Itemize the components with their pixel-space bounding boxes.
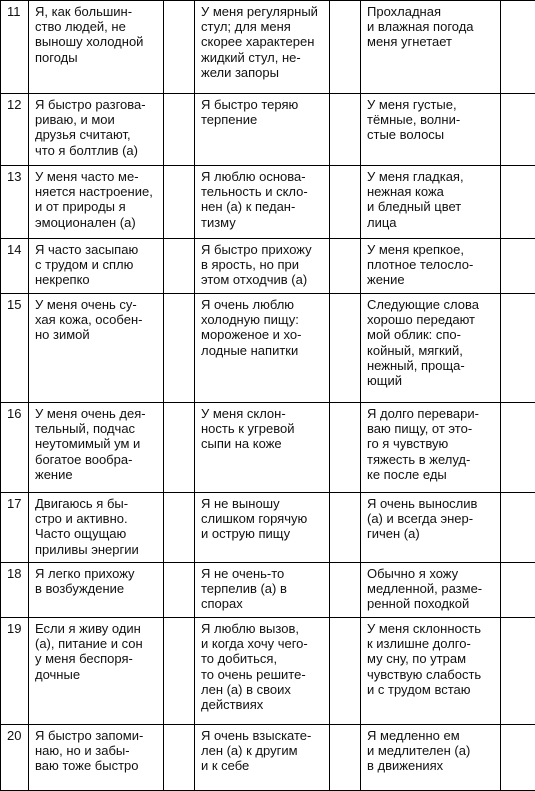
statement-line: Я очень люблю [201, 297, 324, 312]
statement-line: у меня беспоря- [35, 651, 158, 666]
statement-line: Я долго перевари- [367, 406, 495, 421]
score-cell-pitta[interactable] [330, 166, 361, 239]
row-number: 11 [1, 1, 29, 94]
statement-line: Я люблю основа- [201, 169, 324, 184]
statement-line: лен (а) к другим [201, 743, 324, 758]
statement-line: Я легко прихожу [35, 566, 158, 581]
statement-vata [29, 403, 164, 493]
statement-line: чувствую слабость [367, 667, 495, 682]
statement-line: действиях [201, 697, 324, 712]
row-number: 20 [1, 725, 29, 791]
statement-line: и бледный цвет [367, 199, 495, 214]
statement-vata [29, 94, 164, 166]
score-cell-pitta[interactable] [330, 403, 361, 493]
statement-line: Следующие слова [367, 297, 495, 312]
row-number: 15 [1, 294, 29, 403]
statement-line: Я быстро разгова- [35, 97, 158, 112]
score-cell-kapha[interactable] [501, 239, 535, 294]
statement-line: но зимой [35, 327, 158, 342]
row-number: 17 [1, 493, 29, 563]
score-cell-pitta[interactable] [330, 239, 361, 294]
score-cell-kapha[interactable] [501, 294, 535, 403]
score-cell-kapha[interactable] [501, 493, 535, 563]
row-number: 13 [1, 166, 29, 239]
statement-line: эмоционален (а) [35, 215, 158, 230]
score-cell-kapha[interactable] [501, 725, 535, 791]
table-row [1, 618, 535, 725]
statement-vata [29, 725, 164, 791]
score-cell-pitta[interactable] [330, 563, 361, 618]
score-cell-vata[interactable] [164, 94, 195, 166]
statement-line: стро и активно. [35, 511, 158, 526]
score-cell-pitta[interactable] [330, 1, 361, 94]
statement-line: стул; для меня [201, 19, 324, 34]
statement-line: нежная кожа [367, 184, 495, 199]
statement-line: койный, мягкий, [367, 343, 495, 358]
statement-line: Я часто засыпаю [35, 242, 158, 257]
statement-kapha [361, 403, 501, 493]
statement-kapha [361, 239, 501, 294]
statement-pitta [195, 618, 330, 725]
statement-line: лен (а) в своих [201, 682, 324, 697]
statement-line: медленной, разме- [367, 581, 495, 596]
statement-line: мороженое и хо- [201, 327, 324, 342]
statement-line: и от природы я [35, 199, 158, 214]
statement-line: стые волосы [367, 127, 495, 142]
statement-pitta [195, 166, 330, 239]
statement-line: терпелив (а) в [201, 581, 324, 596]
statement-line: Прохладная [367, 4, 495, 19]
table-row [1, 94, 535, 166]
statement-vata [29, 563, 164, 618]
score-cell-kapha[interactable] [501, 166, 535, 239]
table-row [1, 294, 535, 403]
statement-line: (а) и всегда энер- [367, 511, 495, 526]
statement-line: ке после еды [367, 467, 495, 482]
statement-kapha [361, 166, 501, 239]
statement-line: то добиться, [201, 651, 324, 666]
statement-line: то очень решите- [201, 667, 324, 682]
statement-line: жение [35, 467, 158, 482]
statement-line: и когда хочу чего- [201, 636, 324, 651]
statement-line: Я люблю вызов, [201, 621, 324, 636]
statement-line: ренной походкой [367, 596, 495, 611]
table-row [1, 403, 535, 493]
statement-line: богатое вообра- [35, 452, 158, 467]
statement-line: тёмные, волни- [367, 112, 495, 127]
statement-line: ваю пищу, от это- [367, 421, 495, 436]
score-cell-vata[interactable] [164, 403, 195, 493]
statement-kapha [361, 618, 501, 725]
statement-line: в ярость, но при [201, 257, 324, 272]
statement-line: риваю, и мои [35, 112, 158, 127]
statement-line: Если я живу один [35, 621, 158, 636]
table-row [1, 166, 535, 239]
score-cell-vata[interactable] [164, 618, 195, 725]
score-cell-kapha[interactable] [501, 563, 535, 618]
statement-line: Я очень вынослив [367, 496, 495, 511]
table-row [1, 493, 535, 563]
statement-line: нен (а) к педан- [201, 199, 324, 214]
statement-line: тельный, подчас [35, 421, 158, 436]
statement-pitta [195, 1, 330, 94]
statement-line: Я быстро запоми- [35, 728, 158, 743]
statement-line: и острую пищу [201, 526, 324, 541]
statement-line: слишком горячую [201, 511, 324, 526]
statement-line: нежный, проща- [367, 358, 495, 373]
statement-line: му сну, по утрам [367, 651, 495, 666]
table-row [1, 239, 535, 294]
statement-line: наю, но и забы- [35, 743, 158, 758]
table-row [1, 563, 535, 618]
row-number: 19 [1, 618, 29, 725]
statement-line: Обычно я хожу [367, 566, 495, 581]
statement-line: в движениях [367, 758, 495, 773]
statement-line: и к себе [201, 758, 324, 773]
statement-line: Я быстро прихожу [201, 242, 324, 257]
score-cell-vata[interactable] [164, 563, 195, 618]
statement-pitta [195, 725, 330, 791]
statement-kapha [361, 725, 501, 791]
row-number: 18 [1, 563, 29, 618]
statement-line: мой облик: спо- [367, 327, 495, 342]
score-cell-kapha[interactable] [501, 1, 535, 94]
statement-vata [29, 294, 164, 403]
statement-line: тяжесть в желуд- [367, 452, 495, 467]
statement-line: ство людей, не [35, 19, 158, 34]
statement-line: Я не очень-то [201, 566, 324, 581]
statement-line: лодные напитки [201, 343, 324, 358]
statement-line: тельность и скло- [201, 184, 324, 199]
statement-line: тизму [201, 215, 324, 230]
statement-line: жидкий стул, не- [201, 50, 324, 65]
statement-pitta [195, 493, 330, 563]
statement-line: У меня густые, [367, 97, 495, 112]
statement-kapha [361, 493, 501, 563]
table-row [1, 725, 535, 791]
statement-kapha [361, 563, 501, 618]
statement-line: ющий [367, 373, 495, 388]
statement-line: У меня очень дея- [35, 406, 158, 421]
statement-line: меня угнетает [367, 34, 495, 49]
statement-line: неутомимый ум и [35, 436, 158, 451]
statement-line: дочные [35, 667, 158, 682]
statement-line: выношу холодной [35, 34, 158, 49]
statement-line: спорах [201, 596, 324, 611]
statement-line: Я не выношу [201, 496, 324, 511]
statement-line: плотное телосло- [367, 257, 495, 272]
statement-line: что я болтлив (а) [35, 143, 158, 158]
statement-pitta [195, 94, 330, 166]
statement-line: скорее характерен [201, 34, 324, 49]
statement-line: няется настроение, [35, 184, 158, 199]
statement-kapha [361, 94, 501, 166]
row-number: 16 [1, 403, 29, 493]
score-cell-vata[interactable] [164, 294, 195, 403]
table-row [1, 1, 535, 94]
statement-line: (а), питание и сон [35, 636, 158, 651]
questionnaire-body [1, 1, 535, 791]
statement-kapha [361, 1, 501, 94]
score-cell-pitta[interactable] [330, 618, 361, 725]
statement-pitta [195, 239, 330, 294]
score-cell-pitta[interactable] [330, 94, 361, 166]
score-cell-pitta[interactable] [330, 294, 361, 403]
statement-vata [29, 166, 164, 239]
statement-line: ность к угревой [201, 421, 324, 436]
score-cell-pitta[interactable] [330, 725, 361, 791]
score-cell-kapha[interactable] [501, 403, 535, 493]
score-cell-vata[interactable] [164, 493, 195, 563]
statement-line: Я быстро теряю [201, 97, 324, 112]
statement-line: го я чувствую [367, 436, 495, 451]
statement-line: лица [367, 215, 495, 230]
statement-line: ваю тоже быстро [35, 758, 158, 773]
statement-line: этом отходчив (а) [201, 272, 324, 287]
statement-line: погоды [35, 50, 158, 65]
row-number: 14 [1, 239, 29, 294]
statement-line: Часто ощущаю [35, 526, 158, 541]
statement-line: У меня крепкое, [367, 242, 495, 257]
statement-line: У меня часто ме- [35, 169, 158, 184]
statement-line: У меня регулярный [201, 4, 324, 19]
statement-line: и влажная погода [367, 19, 495, 34]
statement-line: терпение [201, 112, 324, 127]
statement-line: Двигаюсь я бы- [35, 496, 158, 511]
score-cell-kapha[interactable] [501, 618, 535, 725]
statement-kapha [361, 294, 501, 403]
statement-pitta [195, 294, 330, 403]
statement-line: жели запоры [201, 65, 324, 80]
statement-line: Я, как большин- [35, 4, 158, 19]
statement-vata [29, 618, 164, 725]
statement-line: и медлителен (а) [367, 743, 495, 758]
statement-line: с трудом и сплю [35, 257, 158, 272]
statement-line: У меня склонность [367, 621, 495, 636]
statement-vata [29, 493, 164, 563]
statement-line: Я очень взыскате- [201, 728, 324, 743]
statement-pitta [195, 563, 330, 618]
statement-line: У меня гладкая, [367, 169, 495, 184]
statement-line: к излишне долго- [367, 636, 495, 651]
statement-line: жение [367, 272, 495, 287]
statement-line: и с трудом встаю [367, 682, 495, 697]
statement-line: Я медленно ем [367, 728, 495, 743]
score-cell-vata[interactable] [164, 166, 195, 239]
statement-line: холодную пищу: [201, 312, 324, 327]
statement-pitta [195, 403, 330, 493]
score-cell-pitta[interactable] [330, 493, 361, 563]
statement-line: приливы энергии [35, 542, 158, 557]
score-cell-kapha[interactable] [501, 94, 535, 166]
statement-line: некрепко [35, 272, 158, 287]
statement-line: друзья считают, [35, 127, 158, 142]
statement-line: хорошо передают [367, 312, 495, 327]
score-cell-vata[interactable] [164, 1, 195, 94]
statement-line: У меня очень су- [35, 297, 158, 312]
statement-line: У меня склон- [201, 406, 324, 421]
statement-vata [29, 1, 164, 94]
score-cell-vata[interactable] [164, 239, 195, 294]
statement-line: гичен (а) [367, 526, 495, 541]
statement-line: в возбуждение [35, 581, 158, 596]
statement-vata [29, 239, 164, 294]
statement-line: хая кожа, особен- [35, 312, 158, 327]
score-cell-vata[interactable] [164, 725, 195, 791]
statement-line: сыпи на коже [201, 436, 324, 451]
row-number: 12 [1, 94, 29, 166]
